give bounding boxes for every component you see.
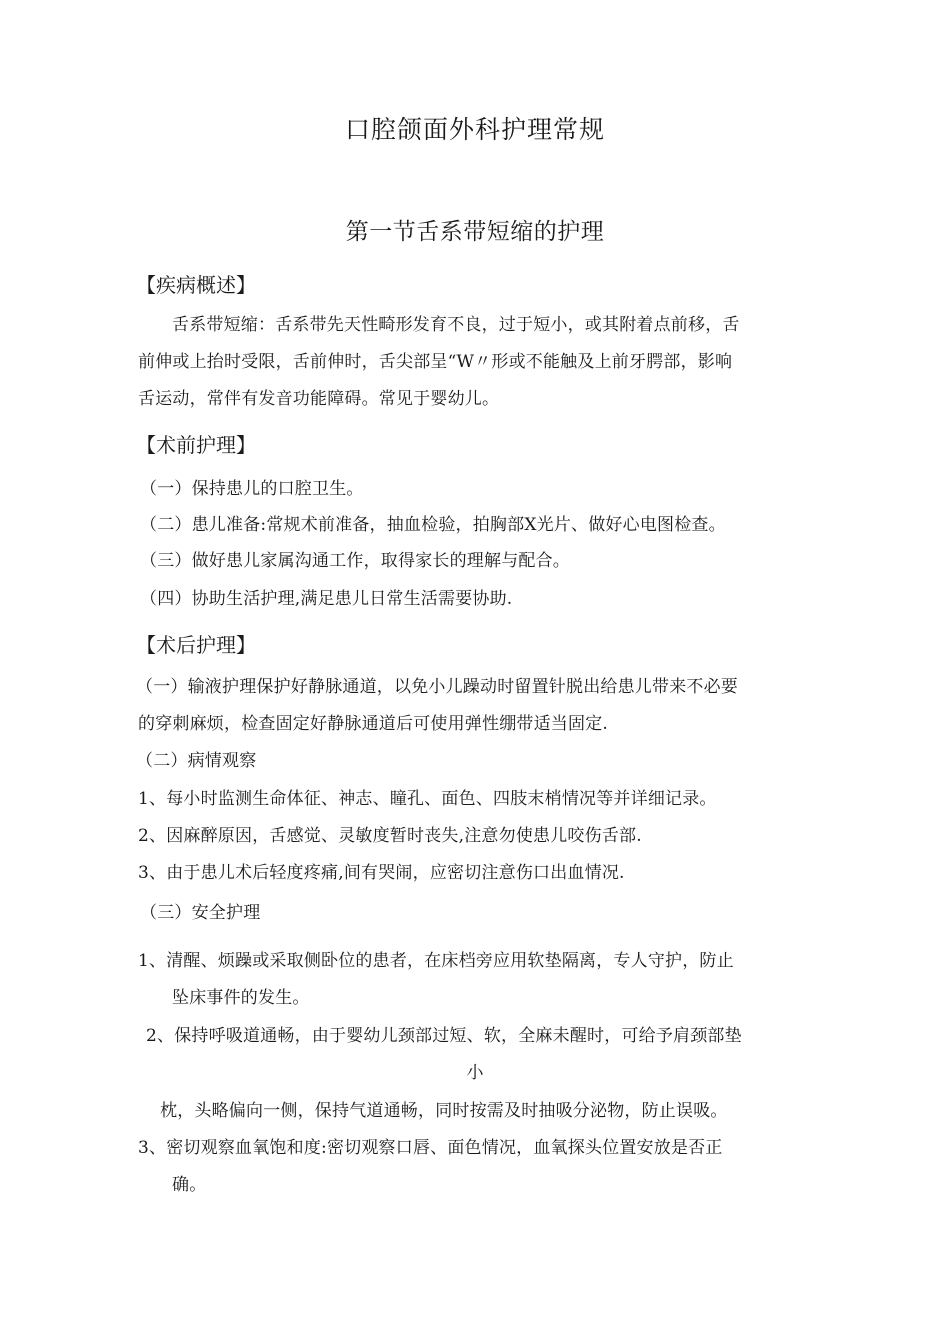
preop-item-4: （四）协助生活护理,满足患儿日常生活需要协助. xyxy=(140,589,513,609)
observation-item-1: 1、每小时监测生命体征、神志、瞳孔、面色、四肢末梢情况等并详细记录。 xyxy=(138,789,717,809)
postop-heading: 【术后护理】 xyxy=(136,633,256,657)
overview-heading: 【疾病概述】 xyxy=(136,273,256,297)
preop-item-1: （一）保持患儿的口腔卫生。 xyxy=(140,479,364,499)
overview-line-1: 舌系带短缩：舌系带先天性畸形发育不良，过于短小，或其附着点前移，舌 xyxy=(172,315,740,335)
safety-item-3-line-1: 3、密切观察血氧饱和度:密切观察口唇、面色情况，血氧探头位置安放是否正 xyxy=(138,1138,723,1158)
safety-item-2-line-2: 小 xyxy=(466,1063,484,1083)
safety-item-1-line-2: 坠床事件的发生。 xyxy=(172,988,310,1008)
safety-item-2-line-3: 枕，头略偏向一侧，保持气道通畅，同时按需及时抽吸分泌物，防止误吸。 xyxy=(160,1101,728,1121)
observation-heading: （二）病情观察 xyxy=(136,751,257,771)
section-title: 第一节舌系带短缩的护理 xyxy=(345,219,605,245)
observation-item-3: 3、由于患儿术后轻度疼痛,间有哭闹，应密切注意伤口出血情况. xyxy=(138,863,625,883)
safety-item-2-line-1: 2、保持呼吸道通畅，由于婴幼儿颈部过短、软，全麻未醒时，可给予肩颈部垫 xyxy=(146,1026,742,1046)
document-title: 口腔颌面外科护理常规 xyxy=(344,115,605,144)
safety-heading: （三）安全护理 xyxy=(140,903,261,923)
postop-infusion-line-1: （一）输液护理保护好静脉通道，以免小儿躁动时留置针脱出给患儿带来不必要 xyxy=(136,677,738,697)
overview-line-3: 舌运动，常伴有发音功能障碍。常见于婴幼儿。 xyxy=(138,389,500,409)
preop-item-2: （二）患儿准备:常规术前准备，抽血检验，拍胸部X光片、做好心电图检查。 xyxy=(140,515,726,535)
observation-item-2: 2、因麻醉原因，舌感觉、灵敏度暂时丧失,注意勿使患儿咬伤舌部. xyxy=(138,826,642,846)
preop-heading: 【术前护理】 xyxy=(136,433,256,457)
preop-item-3: （三）做好患儿家属沟通工作，取得家长的理解与配合。 xyxy=(140,551,570,571)
postop-infusion-line-2: 的穿刺麻烦，检查固定好静脉通道后可使用弹性绷带适当固定. xyxy=(138,714,609,734)
safety-item-3-line-2: 确。 xyxy=(172,1175,207,1195)
overview-line-2: 前伸或上抬时受限，舌前伸时，舌尖部呈“W〃形或不能触及上前牙腭部，影响 xyxy=(138,352,733,372)
safety-item-1-line-1: 1、清醒、烦躁或采取侧卧位的患者，在床档旁应用软垫隔离，专人守护，防止 xyxy=(138,951,734,971)
